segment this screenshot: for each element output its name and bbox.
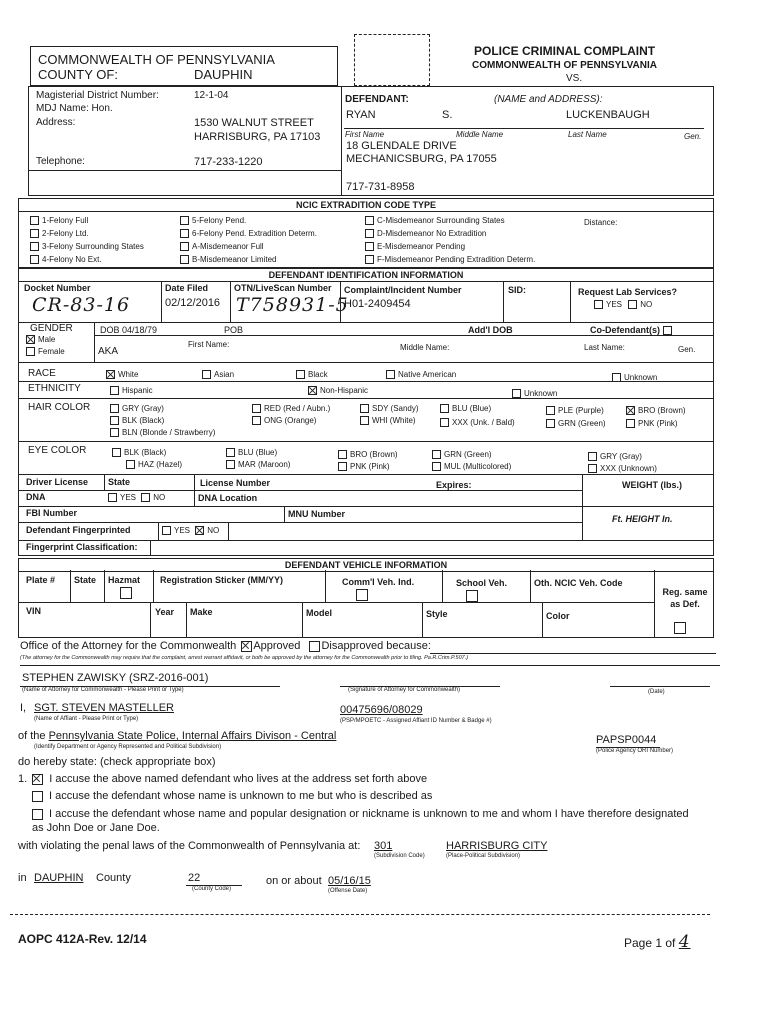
ncic-6-label: 6-Felony Pend. Extradition Determ. [192,229,317,238]
statement-3-checkbox[interactable] [32,809,43,820]
hair-blu-checkbox[interactable] [440,404,449,413]
eye-blu-checkbox[interactable] [226,448,235,457]
defendant-address-2: MECHANICSBURG, PA 17055 [346,153,497,165]
do-hereby-state: do hereby state: (check appropriate box) [18,756,216,768]
lab-services-label: Request Lab Services? [578,287,678,297]
male-label: Male [38,335,56,344]
school-label: School Veh. [456,578,508,588]
fp-no-label: NO [207,526,220,535]
hair-bro-checkbox[interactable] [626,406,635,415]
lab-yes-checkbox[interactable] [594,300,603,309]
eth-non-hispanic[interactable] [308,386,368,395]
commercial-checkbox[interactable] [356,589,368,601]
eye-mul[interactable] [432,462,511,471]
attorney-date-caption: (Date) [648,689,665,695]
hair-gry[interactable] [110,404,164,413]
docket-value[interactable]: CR-83-16 [32,294,131,316]
race-white-label: White [118,370,139,379]
dna-options [108,493,165,502]
ncic-c[interactable] [365,214,535,227]
dept-caption: (Identify Department or Agency Represented and Political Subdivision) [34,744,222,750]
eye-bro[interactable] [338,450,398,459]
aka-last-name-label: Last Name: [584,343,625,352]
eye-gry[interactable] [588,452,642,461]
county-code-caption: (County Code) [192,886,232,892]
agency-caption: (Police Agency ORI Number) [596,748,674,754]
male-checkbox[interactable] [26,335,35,344]
ncic-c-label: C-Misdemeanor Surrounding States [377,216,505,225]
date-filed-value[interactable]: 02/12/2016 [165,297,221,309]
ncic-d[interactable] [365,227,535,240]
weight-label: WEIGHT (lbs.) [622,480,682,490]
ncic-title: NCIC EXTRADITION CODE TYPE [18,198,714,212]
eye-haz-checkbox[interactable] [126,460,135,469]
plate-label: Plate # [26,575,56,585]
defendant-first: RYAN [346,109,376,121]
addl-dob-label: Add'l DOB [468,325,513,335]
attorney-signature-caption: (Signature of Attorney for Commonwealth) [348,687,461,693]
eth-hispanic[interactable] [110,386,153,395]
hair-grn-checkbox[interactable] [546,419,555,428]
gender-male[interactable] [26,335,55,344]
hair-sdy-label: SDY (Sandy) [372,404,419,413]
codefendant-text: Co-Defendant(s) [590,325,660,335]
affiant-id-caption: (PSP/MPOETC - Assigned Affiant ID Number & Badge #) [340,718,492,724]
attorney-office-line [20,640,431,652]
eye-xxx-label: XXX (Unknown) [600,464,657,473]
eth-non-hispanic-checkbox[interactable] [308,386,317,395]
hazmat-checkbox[interactable] [120,587,132,599]
dept-name: Pennsylvania State Police, Internal Affairs Divison - Central [48,730,337,742]
eth-unknown-label: Unknown [524,389,558,398]
first-name-caption: First Name [345,130,385,139]
defendant-label: DEFENDANT: [345,94,409,105]
dept-line [18,730,336,742]
ncic-a[interactable] [180,240,317,253]
ncic-3-label: 3-Felony Surrounding States [42,242,144,251]
eye-blu-label: BLU (Blue) [238,448,278,457]
date-filed-label: Date Filed [165,283,209,293]
eye-bro-checkbox[interactable] [338,450,347,459]
agency-code: PAPSP0044 [596,734,657,746]
fp-no-checkbox[interactable] [195,526,204,535]
make-label: Make [190,607,213,617]
race-unknown-label: Unknown [624,373,658,382]
disapproved-label: Disapproved because: [321,640,431,652]
page-indicator [624,932,691,952]
ncic-5-label: 5-Felony Pend. [192,216,247,225]
dna-label: DNA [26,492,46,502]
ncic-4-checkbox[interactable] [30,255,39,264]
statement-2 [32,790,432,802]
oth-ncic-label: Oth. NCIC Veh. Code [534,578,623,588]
subdivision-code: 301 [374,840,393,852]
hair-gry-checkbox[interactable] [110,404,119,413]
affiant-name: SGT. STEVEN MASTELLER [34,702,174,714]
aka-label: AKA [98,346,119,357]
hair-xxx-checkbox[interactable] [440,418,449,427]
sid-label: SID: [508,285,526,295]
model-label: Model [306,608,332,618]
fp-yes-label: YES [174,526,191,535]
ncic-1-label: 1-Felony Full [42,216,89,225]
color-label: Color [546,611,570,621]
female-label: Female [38,347,65,356]
race-white[interactable] [106,370,138,379]
eye-pnk[interactable] [338,462,390,471]
phone-label: Telephone: [36,156,85,167]
ncic-col2 [180,214,317,266]
ncic-b-checkbox[interactable] [180,255,189,264]
hair-gry-label: GRY (Gray) [122,404,164,413]
county-code: 22 [188,872,201,884]
race-label: RACE [28,368,56,379]
reg-same-label [662,586,708,610]
page-total: 4 [678,932,691,952]
statement-3-cont: as John Doe or Jane Doe. [32,822,160,834]
driver-license-label: Driver License [26,477,89,487]
distance-label: Distance: [584,218,618,227]
hair-bro-label: BRO (Brown) [638,406,686,415]
race-black-label: Black [308,370,328,379]
ncic-f[interactable] [365,253,535,266]
ncic-e-label: E-Misdemeanor Pending [377,242,466,251]
ncic-d-checkbox[interactable] [365,229,374,238]
eye-blu[interactable] [226,448,277,457]
otn-value[interactable]: T758931-5 [236,294,349,316]
eye-mul-label: MUL (Multicolored) [444,462,512,471]
district-label: Magisterial District Number: [36,90,159,101]
complaint-number-label: Complaint/Incident Number [344,285,462,295]
defendant-last: LUCKENBAUGH [566,109,650,121]
lab-yes-label: YES [606,300,623,309]
hair-bro[interactable] [626,406,686,415]
subdivision-code-caption: (Subdivision Code) [374,853,425,859]
eth-unknown[interactable] [512,389,557,398]
ident-title: DEFENDANT IDENTIFICATION INFORMATION [18,268,714,282]
dl-expires-label: Expires: [436,480,472,490]
hair-red[interactable] [252,404,330,413]
ncic-4-label: 4-Felony No Ext. [42,255,102,264]
ncic-5-checkbox[interactable] [180,216,189,225]
female-checkbox[interactable] [26,347,35,356]
county-value: DAUPHIN [194,67,253,82]
hair-red-label: RED (Red / Aubn.) [264,404,331,413]
hair-bln[interactable] [110,428,215,437]
defendant-address-1: 18 GLENDALE DRIVE [346,140,457,152]
hair-whi-label: WHI (White) [372,416,416,425]
eth-hispanic-checkbox[interactable] [110,386,119,395]
fingerprinted-options [162,526,219,535]
hair-bln-label: BLN (Blonde / Strawberry) [122,428,216,437]
mnu-label: MNU Number [288,509,346,519]
header-left-title: COMMONWEALTH OF PENNSYLVANIA [38,52,275,67]
gender-label: GENDER [30,323,73,334]
statement-1-text: I accuse the above named defendant who lives at the address set forth above [49,773,428,785]
dna-location-label: DNA Location [198,493,258,503]
complaint-number-value[interactable]: H01-2409454 [344,298,411,310]
eye-haz-label: HAZ (Hazel) [138,460,183,469]
aka-middle-name-label: Middle Name: [400,343,450,352]
dept-prefix: of the [18,730,46,742]
gen-caption: Gen. [684,132,702,141]
fbi-label: FBI Number [26,508,78,518]
gender-female[interactable] [26,347,65,356]
statement-3 [32,808,689,820]
dna-yes-label: YES [120,493,137,502]
eth-non-hispanic-label: Non-Hispanic [320,386,369,395]
ncic-1[interactable] [30,214,144,227]
hair-pnk-label: PNK (Pink) [638,419,678,428]
court-phone: 717-233-1220 [194,156,263,168]
hazmat-label: Hazmat [108,575,141,585]
stamp-box [354,34,430,86]
ncic-2-checkbox[interactable] [30,229,39,238]
eye-blk-label: BLK (Black) [124,448,167,457]
hair-label: HAIR COLOR [28,402,91,413]
ncic-3-checkbox[interactable] [30,242,39,251]
fp-yes-checkbox[interactable] [162,526,171,535]
ncic-6-checkbox[interactable] [180,229,189,238]
style-label: Style [426,609,448,619]
statement-2-checkbox[interactable] [32,791,43,802]
codefendant-label [590,325,675,335]
mdj-label: MDJ Name: Hon. [36,103,113,114]
hair-ong[interactable] [252,416,316,425]
year-label: Year [155,607,175,617]
vin-label: VIN [26,606,42,616]
race-native-checkbox[interactable] [386,370,395,379]
aka-first-name-label: First Name: [188,340,230,349]
hair-pnk[interactable] [626,419,678,428]
defendant-phone: 717-731-8958 [346,181,415,193]
race-black[interactable] [296,370,328,379]
otn-label: OTN/LiveScan Number [234,283,332,293]
pob-label: POB [224,325,244,335]
vehicle-title: DEFENDANT VEHICLE INFORMATION [18,558,714,572]
aka-gen-label: Gen. [678,345,696,354]
eye-gry-checkbox[interactable] [588,452,597,461]
in-label: in [18,872,27,884]
ncic-1-checkbox[interactable] [30,216,39,225]
address-label: Address: [36,117,76,128]
lab-no-checkbox[interactable] [628,300,637,309]
hair-sdy-checkbox[interactable] [360,404,369,413]
offense-date-caption: (Offense Date) [328,888,368,894]
statement-3-text: I accuse the defendant whose name and popular designation or nickname is unknown to me and whom I have therefore designated [49,808,689,820]
vs-label: VS. [566,73,583,84]
eye-grn-label: GRN (Green) [444,450,492,459]
height-label: Ft. HEIGHT In. [612,514,673,524]
eye-bro-label: BRO (Brown) [350,450,398,459]
form-number: AOPC 412A-Rev. 12/14 [18,932,147,946]
school-checkbox[interactable] [466,590,478,602]
ncic-col1 [30,214,144,266]
hair-blk-checkbox[interactable] [110,416,119,425]
approved-checkbox[interactable] [241,641,252,652]
penal-laws: with violating the penal laws of the Commonwealth of Pennsylvania at: [18,840,361,852]
dna-yes-checkbox[interactable] [108,493,117,502]
court-address-1: 1530 WALNUT STREET [194,117,314,129]
eye-mar-checkbox[interactable] [226,460,235,469]
place-subdivision: HARRISBURG CITY [446,840,548,852]
county-name: DAUPHIN [34,872,84,884]
hair-red-checkbox[interactable] [252,404,261,413]
eye-mul-checkbox[interactable] [432,462,441,471]
hair-xxx-label: XXX (Unk. / Bald) [452,418,515,427]
hair-sdy[interactable] [360,404,419,413]
affiant-name-caption: (Name of Affiant - Please Print or Type) [34,716,139,722]
codefendant-checkbox[interactable] [663,326,672,335]
ncic-e-checkbox[interactable] [365,242,374,251]
reg-sticker-label: Registration Sticker (MM/YY) [160,575,284,585]
dob-label: DOB [100,325,120,335]
dl-state-label: State [108,477,131,487]
eye-blk[interactable] [112,448,166,457]
ncic-a-checkbox[interactable] [180,242,189,251]
last-name-caption: Last Name [568,130,607,139]
race-asian-checkbox[interactable] [202,370,211,379]
eye-label: EYE COLOR [28,445,87,456]
ncic-2-label: 2-Felony Ltd. [42,229,89,238]
hair-whi-checkbox[interactable] [360,416,369,425]
fp-classification-label: Fingerprint Classification: [26,542,138,552]
attorney-office-text: Office of the Attorney for the Commonwealth [20,640,237,652]
ncic-d-label: D-Misdemeanor No Extradition [377,229,487,238]
ncic-e[interactable] [365,240,535,253]
complaint-subtitle: COMMONWEALTH OF PENNSYLVANIA [472,60,657,71]
docket-label: Docket Number [24,283,91,293]
attorney-name-caption: (Name of Attorney for Commonwealth - Please Print or Type) [22,687,184,693]
county-label: COUNTY OF: [38,67,118,82]
dna-no-checkbox[interactable] [141,493,150,502]
complaint-title: POLICE CRIMINAL COMPLAINT [474,44,656,58]
county-word: County [96,872,131,884]
hair-grn-label: GRN (Green) [558,419,606,428]
middle-name-caption: Middle Name [456,130,504,139]
eye-mar[interactable] [226,460,290,469]
vehicle-state-label: State [74,575,97,585]
hair-ple-label: PLE (Purple) [558,406,604,415]
eth-hispanic-label: Hispanic [122,386,153,395]
ncic-3[interactable] [30,240,144,253]
ncic-6[interactable] [180,227,317,240]
dob-value[interactable]: 04/18/79 [122,325,158,335]
on-or-about: on or about [266,875,322,887]
place-caption: (Place-Political Subdivision) [446,853,521,859]
eye-grn-checkbox[interactable] [432,450,441,459]
ncic-f-label: F-Misdemeanor Pending Extradition Determ. [377,255,536,264]
eye-haz[interactable] [126,460,182,469]
race-native-american[interactable] [386,370,456,379]
hair-ple-checkbox[interactable] [546,406,555,415]
ncic-2[interactable] [30,227,144,240]
hair-whi[interactable] [360,416,416,425]
offense-date: 05/16/15 [328,875,371,887]
page-prefix: Page 1 of [624,936,676,950]
ncic-b-label: B-Misdemeanor Limited [192,255,277,264]
ethnicity-label: ETHNICITY [28,383,81,394]
eye-grn[interactable] [432,450,492,459]
ncic-c-checkbox[interactable] [365,216,374,225]
district-value: 12-1-04 [194,90,229,101]
court-address-2: HARRISBURG, PA 17103 [194,131,321,143]
race-white-checkbox[interactable] [106,370,115,379]
eye-mar-label: MAR (Maroon) [238,460,291,469]
fingerprinted-label: Defendant Fingerprinted [26,525,131,535]
race-black-checkbox[interactable] [296,370,305,379]
race-asian-label: Asian [214,370,235,379]
hair-blu-label: BLU (Blue) [452,404,492,413]
hair-bln-checkbox[interactable] [110,428,119,437]
lab-services-options [594,300,652,309]
attorney-name: STEPHEN ZAWISKY (SRZ-2016-001) [22,672,209,684]
attorney-fine-print: (The attorney for the Commonwealth may require that the complaint, arrest warrant affidavit, or both be approved by the attorney for the Commonwealth prior to filing. Pa.R.Crim.P.507.) [20,655,469,661]
hair-pnk-checkbox[interactable] [626,419,635,428]
ncic-b[interactable] [180,253,317,266]
eye-blk-checkbox[interactable] [112,448,121,457]
reg-same-checkbox[interactable] [674,622,686,634]
commercial-label: Comm'l Veh. Ind. [342,577,415,587]
hair-ong-label: ONG (Orange) [264,416,317,425]
ncic-col3 [365,214,535,266]
hair-grn[interactable] [546,419,606,428]
dna-no-label: NO [153,493,166,502]
hair-xxx[interactable] [440,418,515,427]
statement-2-text: I accuse the defendant whose name is unknown to me but who is described as [49,790,433,802]
eye-gry-label: GRY (Gray) [600,452,642,461]
hair-blk-label: BLK (Black) [122,416,165,425]
hair-ple[interactable] [546,406,604,415]
eye-pnk-label: PNK (Pink) [350,462,390,471]
race-native-label: Native American [398,370,457,379]
race-asian[interactable] [202,370,234,379]
name-address-label: (NAME and ADDRESS): [494,94,603,105]
lab-no-label: NO [640,300,653,309]
ncic-5[interactable] [180,214,317,227]
eye-pnk-checkbox[interactable] [338,462,347,471]
statement-1: 1. I accuse the above named defendant who lives at the address set forth above [18,773,428,785]
eye-xxx[interactable] [588,464,657,473]
affiant-i: I, [20,702,27,714]
hair-blk[interactable] [110,416,164,425]
eye-xxx-checkbox[interactable] [588,464,597,473]
affiant-id: 00475696/08029 [340,704,423,716]
defendant-middle: S. [442,109,453,121]
ncic-4[interactable] [30,253,144,266]
statement-1-checkbox[interactable] [32,774,43,785]
hair-blu[interactable] [440,404,491,413]
dl-number-label: License Number [200,478,271,488]
reg-same-text: Reg. same as Def. [662,587,708,609]
ncic-a-label: A-Misdemeanor Full [192,242,264,251]
ncic-f-checkbox[interactable] [365,255,374,264]
approved-label: Approved [253,640,301,652]
disapproved-checkbox[interactable] [309,641,320,652]
hair-ong-checkbox[interactable] [252,416,261,425]
